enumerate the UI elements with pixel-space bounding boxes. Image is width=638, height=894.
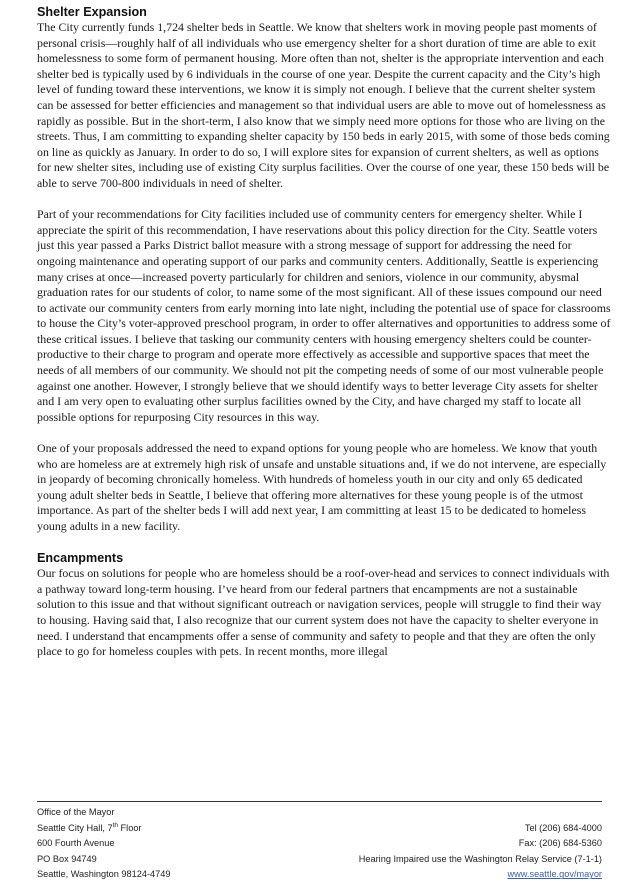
paragraph-shelter-capacity: The City currently funds 1,724 shelter beds in Seattle. We know that shelters work in moving people past moments of personal crisis—roughly half of all individuals who use emergency shelter for a short duration of time are able to exit homelessness to some form of permanent housing. More often than not, shelter is the appropriate intervention and each shelter bed is typically used by 6 individuals in the course of one year. Despite the current capacity and the City’s high level of funding toward these interventions, we know it is simply not enough. I believe that the current shelter system can be assessed for better efficiencies and management so that individual users are able to move out of homelessness as rapidly as possible. But in the short-term, I also know that we simply need more options for those who are living on the streets. Thus, I am committing to expanding shelter capacity by 150 beds in early 2015, with some of those beds coming on line as quickly as January. In order to do so, I will explore sites for expansion of current shelters, as well as options for new shelter sites, including use of existing City surplus facilities. Over the course of one year, these 150 beds will be able to serve 700-800 individuals in need of shelter. xyxy=(37,20,610,190)
letter-body xyxy=(37,4,612,675)
mayor-website-link[interactable]: www.seattle.gov/mayor xyxy=(507,869,602,880)
section-heading-encampments: Encampments xyxy=(37,551,124,566)
paragraph-community-centers: Part of your recommendations for City facilities included use of community centers for emergency shelter. While I appreciate the spirit of this recommendation, I have reservations about this policy direction for the City. Seattle voters just this year passed a Parks District ballot measure with a strong message of support for addressing the need for ongoing maintenance and operating support of our parks and community centers. Additionally, Seattle is experiencing many crises at once—increased poverty particularly for children and seniors, violence in our community, abysmal graduation rates for our students of color, to name some of the most significant. All of these issues compound our need to activate our community centers from early morning into late night, including the potential use of space for classrooms to house the City’s voter-approved preschool program, in order to offer alternatives and opportunities to address some of these critical issues. I believe that tasking our community centers with housing emergency shelters could be counter-productive to their charge to program and operate more effectively as accessible and supportive spaces that meet the needs of all members of our community. We should not pit the competing needs of some of our most vulnerable people against one another. However, I strongly believe that we should identify ways to better leverage City assets for shelter and I am very open to evaluating other surplus facilities owned by the City, and have charged my staff to locate all possible options for repurposing City resources in this way. xyxy=(37,207,611,424)
address-line-po-box: PO Box 94749 xyxy=(37,853,97,864)
address-line-street: 600 Fourth Avenue xyxy=(37,838,115,849)
paragraph-homeless-youth: One of your proposals addressed the need to expand options for young people who are homeless. We know that youth who are homeless are at extremely high risk of unsafe and unstable situations and, if we do not intervene, are especially in jeopardy of becoming chronically homeless. With hundreds of homeless youth in our city and only 65 dedicated young adult shelter beds in Seattle, I believe that offering more alternatives for these young people is of the utmost importance. As part of the shelter beds I will add next year, I am committing at least 15 to be dedicated to homeless young adults in a new facility. xyxy=(37,441,607,533)
office-address-block xyxy=(37,805,170,883)
address-line-city-state-zip: Seattle, Washington 98124-4749 xyxy=(37,869,171,880)
section-heading-shelter-expansion: Shelter Expansion xyxy=(37,5,147,19)
office-name: Office of the Mayor xyxy=(37,807,115,817)
footer-divider xyxy=(37,801,602,802)
spacer-line xyxy=(359,805,602,821)
fax-number: Fax: (206) 684-5360 xyxy=(518,838,602,849)
telephone-number: Tel (206) 684-4000 xyxy=(524,822,602,833)
contact-block xyxy=(359,805,602,883)
paragraph-encampments: Our focus on solutions for people who are homeless should be a roof-over-head and services to connect individuals with a pathway toward long-term housing. I’ve heard from our federal partners that encampments are not a sustainable solution to this issue and that without significant outreach or navigation services, people will struggle to find their way to housing. Having said that, I also recognize that our current system does not have the capacity to shelter everyone in need. I understand that encampments offer a sense of community and safety to people and that they are often the only place to go for homeless couples with pets. In recent months, more illegal xyxy=(37,566,610,659)
address-line-city-hall: Seattle City Hall, 7th Floor xyxy=(37,821,142,833)
relay-service-note: Hearing Impaired use the Washington Relay Service (7-1-1) xyxy=(358,853,602,864)
